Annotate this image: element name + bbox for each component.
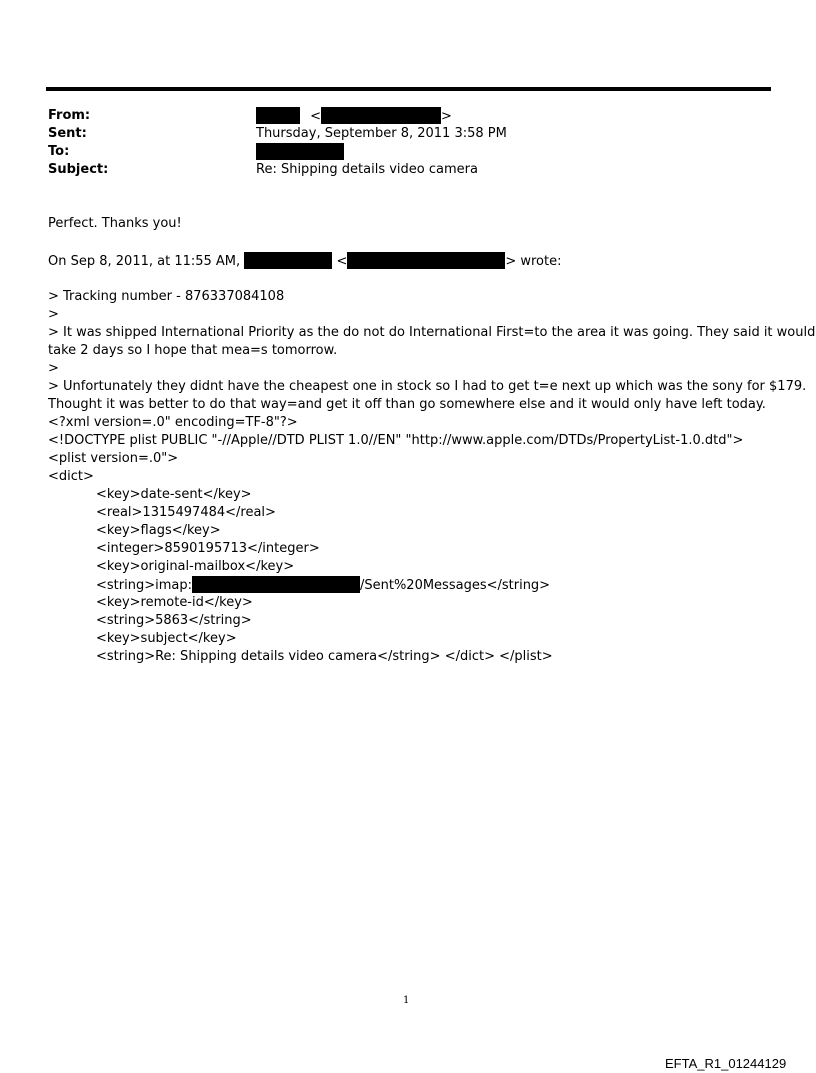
quoted-line: > It was shipped International Priority as the do not do International First=to the area it was going. They said it would (48, 325, 816, 340)
quoted-line: > Unfortunately they didnt have the cheapest one in stock so I had to get t=e next up which was the sony for $179. (48, 379, 807, 394)
header-rule (46, 87, 771, 91)
to-label: To: (48, 144, 70, 159)
plist-line: <string>5863</string> (96, 613, 252, 628)
plist-line: <key>remote-id</key> (96, 595, 253, 610)
redaction-block (256, 107, 300, 124)
imap-suffix: /Sent%20Messages</string> (359, 578, 551, 593)
subject-label: Subject: (48, 162, 109, 177)
plist-line-imap (96, 576, 550, 595)
quote-intro (48, 252, 562, 271)
plist-line: <integer>8590195713</integer> (96, 541, 320, 556)
sent-label: Sent: (48, 126, 87, 141)
from-angle-open: < (310, 109, 322, 124)
quoted-line: > (48, 307, 59, 322)
redaction-block (347, 252, 505, 269)
document-id: EFTA_R1_01244129 (665, 1056, 787, 1071)
plist-open: <plist version=.0"> (48, 451, 179, 466)
dict-open: <dict> (48, 469, 94, 484)
redaction-block (321, 107, 441, 124)
quoted-line: > Tracking number - 876337084108 (48, 289, 285, 304)
plist-line: <key>original-mailbox</key> (96, 559, 295, 574)
quote-intro-suffix: > wrote: (505, 254, 562, 269)
redaction-block (256, 143, 344, 160)
from-angle-close: > (441, 109, 452, 124)
quote-intro-angle-open: < (336, 254, 348, 269)
sent-value: Thursday, September 8, 2011 3:58 PM (256, 126, 507, 141)
subject-value: Re: Shipping details video camera (256, 162, 478, 177)
to-value (256, 143, 344, 162)
doctype-line: <!DOCTYPE plist PUBLIC "-//Apple//DTD PLIST 1.0//EN" "http://www.apple.com/DTDs/PropertyList-1.0.dtd"> (48, 433, 744, 448)
quoted-line: Thought it was better to do that way=and get it off than go somewhere else and it would only have left today. (48, 397, 766, 412)
reply-text: Perfect. Thanks you! (48, 216, 182, 231)
redaction-block (192, 576, 360, 593)
plist-line: <real>1315497484</real> (96, 505, 276, 520)
redaction-block (244, 252, 332, 269)
page-number: 1 (403, 995, 410, 1006)
plist-line: <key>subject</key> (96, 631, 237, 646)
quoted-line: take 2 days so I hope that mea=s tomorrow. (48, 343, 338, 358)
quoted-line: > (48, 361, 59, 376)
plist-line: <key>date-sent</key> (96, 487, 252, 502)
from-label: From: (48, 108, 91, 123)
imap-prefix: <string>imap: (96, 578, 192, 593)
plist-line: <string>Re: Shipping details video camera</string> </dict> </plist> (96, 649, 553, 664)
xml-declaration: <?xml version=.0" encoding=TF-8"?> (48, 415, 298, 430)
from-value (256, 107, 452, 126)
plist-line: <key>flags</key> (96, 523, 221, 538)
quote-intro-prefix: On Sep 8, 2011, at 11:55 AM, (48, 254, 241, 269)
